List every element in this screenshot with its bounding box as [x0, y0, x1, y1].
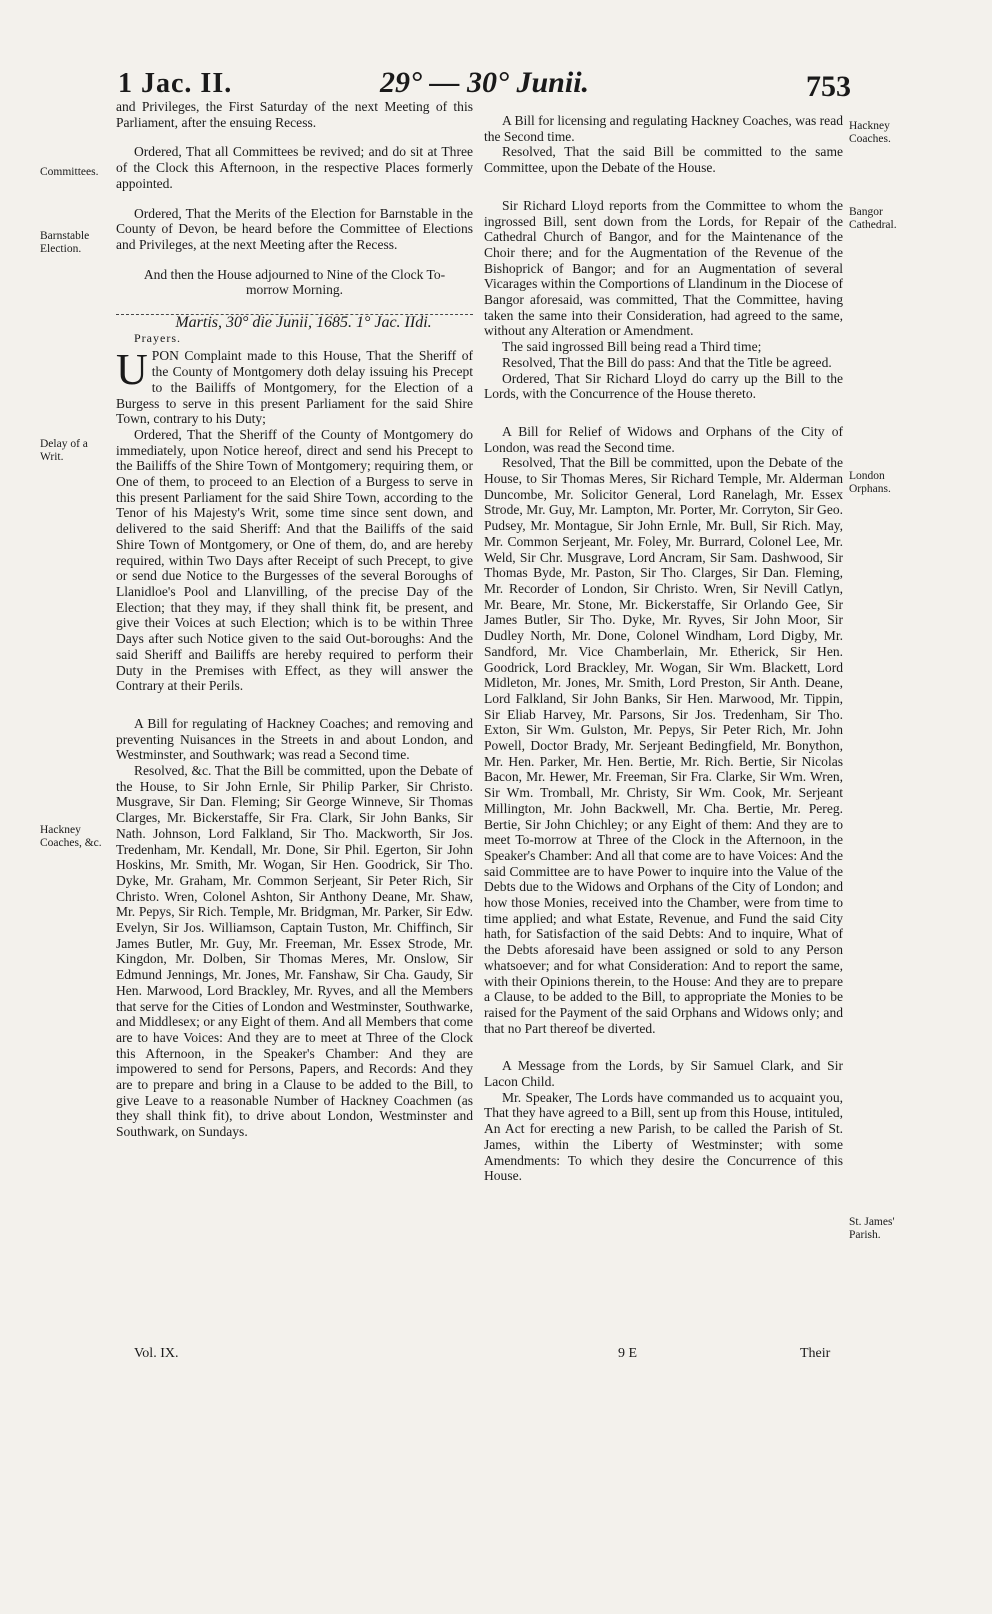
right-column	[484, 113, 843, 1184]
running-head-session: 1 Jac. II.	[118, 68, 233, 99]
paragraph: Resolved, &c. That the Bill be committed, upon the Debate of the House, to Sir John Ernle, Sir Philip Parker, Sir Christo. Musgrave, Sir Dan. Fleming; Sir George Winneve, Sir Thomas Clarges, Mr. Bickerstaffe, Sir Fra. Clark, Sir John Banks, Sir Nath. Johnson, Lord Falkland, Sir Tho. Mackworth, Sir Jos. Tredenham, Mr. Kendall, Mr. Done, Sir Phil. Egerton, Sir John Hoskins, Mr. Smith, Mr. Wogan, Sir Hen. Goodrick, Sir Tho. Dyke, Mr. Graham, Mr. Common Serjeant, Sir Peter Rich, Sir Christo. Wren, Colonel Ashton, Sir Anthony Deane, Mr. Shaw, Mr. Pepys, Sir Rich. Temple, Mr. Bridgman, Mr. Parker, Sir Edw. Evelyn, Sir Jos. Williamson, Captain Tuston, Mr. Chiffinch, Sir James Butler, Mr. Guy, Mr. Freeman, Mr. Essex Strode, Mr. Kingdon, Mr. Dolben, Sir Thomas Meres, Mr. Onslow, Sir Edmund Jennings, Mr. Jones, Mr. Fanshaw, Sir Cha. Gaudy, Sir Hen. Marwood, Lord Brackley, Mr. Ryves, and all the Members that serve for the Cities of London and Westminster, Southwarke, and Middlesex; or any Eight of them. And all Members that come are to have Voices: And they are to meet at Three of the Clock this Afternoon, in the Speaker's Chamber: And they are impowered to send for Persons, Papers, and Records: And they are to prepare and bring in a Clause to be added to the Bill, to give Leave to a reasonable Number of Hackney Coachmen (as they shall think fit), to drive about London, Westminster and Southwark, on Sundays.	[116, 763, 473, 1140]
margin-note-barnstable: Barnstable Election.	[40, 230, 90, 255]
paragraph: Sir Richard Lloyd reports from the Committee to whom the ingrossed Bill, sent down from the Lords, for Repair of the Cathedral Church of Bangor, and for the Maintenance of the Choir there; and for the Augmentation of the Revenue of the Bishoprick of Bangor; and for an Augmentation of several Vicarages within the Comportions of Llandinum in the Diocese of Bangor aforesaid, was committed, That the Committee, having taken the same into their Consideration, had agreed to the same, without any Alteration or Amendment.	[484, 197, 843, 339]
margin-note-hackney-right: Hackney Coaches.	[849, 120, 891, 145]
paragraph: and Privileges, the First Saturday of the next Meeting of this Parliament, after the ensuing Recess.	[116, 99, 473, 130]
paragraph: Ordered, That the Sheriff of the County of Montgomery do immediately, upon Notice hereof, direct and send his Precept to the Bailiffs of the Shire Town of Montgomery; requiring them, or One of them, to proceed to an Election of a Burgess to serve in this present Parliament for the said Shire Town, according to the Tenor of his Majesty's Writ, some time since sent down, and delivered to the said Sheriff: And that the Bailiffs of the said Shire Town of Montgomery, or One of them, do, and are hereby required, within Two Days after Receipt of such Precept, to give or send due Notice to the Burgesses of the several Boroughs of Llanidloe's Pool and Llanvilling, of the precise Day of the Election; that they may, if they shall think fit, be present, and give their Voices at such Election; which is to be within Three Days after such Notice given to the said Out-boroughs: And the said Sheriff and Bailiffs are hereby required to perform their Duty in the Premises with Effect, as they will answer the Contrary at their Perils.	[116, 426, 473, 694]
page-number: 753	[806, 70, 851, 103]
paragraph: A Message from the Lords, by Sir Samuel Clark, and Sir Lacon Child.	[484, 1058, 843, 1090]
paragraph: Resolved, That the said Bill be committed to the same Committee, upon the Debate of the House.	[484, 144, 843, 176]
volume-mark: Vol. IX.	[134, 1346, 179, 1361]
paragraph-text: PON Complaint made to this House, That the Sheriff of the County of Montgomery doth delay issuing his Precept to the Bailiffs of Montgomery, for the Election of a Burgess to serve in this present Parliament for the said Shire Town, contrary to his Duty;	[116, 348, 473, 427]
sitting-dateline: Martis, 30° die Junii, 1685. 1° Jac. IIdi.	[175, 314, 432, 332]
left-column	[116, 99, 473, 1140]
paragraph	[116, 345, 473, 427]
paragraph: Resolved, That the Bill be committed, upon the Debate of the House, to Sir Thomas Meres, Sir Richard Temple, Mr. Alderman Duncombe, Mr. Solicitor General, Lord Ranelagh, Mr. Essex Strode, Mr. Guy, Mr. Lampton, Mr. Porter, Mr. Corryton, Sir Geo. Pudsey, Mr. Montague, Sir John Ernle, Mr. Bull, Sir Rich. May, Mr. Common Serjeant, Mr. Foley, Mr. Burrard, Colonel Lee, Mr. Weld, Sir Chr. Musgrave, Lord Ancram, Sir Sam. Dashwood, Sir Thomas Byde, Mr. Paston, Sir Tho. Clarges, Sir Dan. Fleming, Mr. Recorder of London, Sir Christo. Wren, Sir Nevill Catlyn, Mr. Beare, Mr. Stone, Mr. Bickerstaffe, Sir Orlando Gee, Sir James Butler, Sir Tho. Dyke, Mr. Ryves, Sir John Moor, Sir Dudley North, Mr. Done, Colonel Windham, Lord Digby, Mr. Sandford, Mr. Vice Chamberlain, Mr. Etherick, Sir Hen. Goodrick, Lord Brackley, Mr. Wogan, Sir Wm. Blackett, Lord Midleton, Mr. Jones, Mr. Smith, Lord Preston, Sir Anth. Deane, Lord Falkland, Sir John Banks, Sir Hen. Marwood, Mr. Tippin, Sir Eliab Harvey, Mr. Parsons, Sir Jos. Tredenham, Sir Tho. Exton, Sir Wm. Gulston, Mr. Pepys, Sir Peter Rich, Mr. John Powell, Doctor Brady, Mr. Serjeant Bedingfield, Mr. Bonython, Mr. Hen. Parker, Mr. Hen. Bertie, Mr. Rich. Bertie, Sir Nicolas Bacon, Mr. Hewer, Mr. Freeman, Sir Fra. Clarke, Sir Wm. Wren, Sir Wm. Tromball, Mr. Christy, Sir Wm. Cook, Mr. Serjeant Millington, Mr. John Backwell, Mr. Cha. Bertie, Mr. Pereg. Bertie, Sir John Chichley; or any Eight of them: And they are to meet To-morrow at Three of the Clock in the Afternoon, in the Speaker's Chamber: And all that come are to have Voices: And the said Committee are to have Power to inquire into the Value of the Debts due to the Widows and Orphans of the City of London; and how those Monies, received into the Chamber, were from time to time applied; and what Estate, Revenue, and Fund the said City hath, for Satisfaction of the said Debts: And to inquire, What of the Debts aforesaid have been assigned or sold to any Person whatsoever; and for what Consideration: And to report the same, with their Opinions therein, to the House: And they are to prepare a Clause, to be added to the Bill, to appropriate the Monies to be raised for the Payment of the said Orphans and Widows only; and that no Part thereof be diverted.	[484, 455, 843, 1036]
margin-note-committees: Committees.	[40, 166, 99, 178]
paragraph: Mr. Speaker, The Lords have commanded us to acquaint you, That they have agreed to a Bill, sent up from this House, intituled, An Act for erecting a new Parish, to be called the Parish of St. James, within the Liberty of Westminster; with some Amendments: To which they desire the Concurrence of this House.	[484, 1089, 843, 1184]
margin-note-hackney-left: Hackney Coaches, &c.	[40, 824, 102, 849]
paragraph: A Bill for Relief of Widows and Orphans of the City of London, was read the Second time.	[484, 423, 843, 455]
adjournment-note: And then the House adjourned to Nine of the Clock To-morrow Morning.	[143, 266, 446, 298]
paragraph: A Bill for regulating of Hackney Coaches; and removing and preventing Nuisances in the Streets in and about London, and Westminster, and Southwark; was read a Second time.	[116, 715, 473, 763]
margin-note-bangor: Bangor Cathedral.	[849, 206, 897, 231]
paragraph: Resolved, That the Bill do pass: And that the Title be agreed.	[502, 354, 832, 370]
running-head-dates: 29° — 30° Junii.	[380, 66, 590, 99]
paragraph: Ordered, That the Merits of the Election for Barnstable in the County of Devon, be heard before the Committee of Elections and Privileges, at the next Meeting after the Recess.	[116, 205, 473, 252]
paragraph: A Bill for licensing and regulating Hackney Coaches, was read the Second time.	[484, 113, 843, 144]
paragraph: The said ingrossed Bill being read a Third time;	[502, 339, 762, 355]
signature-mark: 9 E	[618, 1346, 638, 1361]
paragraph: Ordered, That all Committees be revived; and do sit at Three of the Clock this Afternoon, in the respective Places formerly appointed.	[116, 144, 473, 191]
paragraph: Ordered, That Sir Richard Lloyd do carry up the Bill to the Lords, with the Concurrence of the House thereto.	[484, 370, 843, 402]
margin-note-st-james: St. James' Parish.	[849, 1216, 895, 1241]
margin-note-london-orphans: London Orphans.	[849, 470, 891, 495]
margin-note-delay-writ: Delay of a Writ.	[40, 438, 88, 463]
catchword: Their	[800, 1346, 831, 1361]
drop-cap: U	[116, 345, 148, 395]
prayers-heading: Prayers.	[134, 330, 181, 345]
